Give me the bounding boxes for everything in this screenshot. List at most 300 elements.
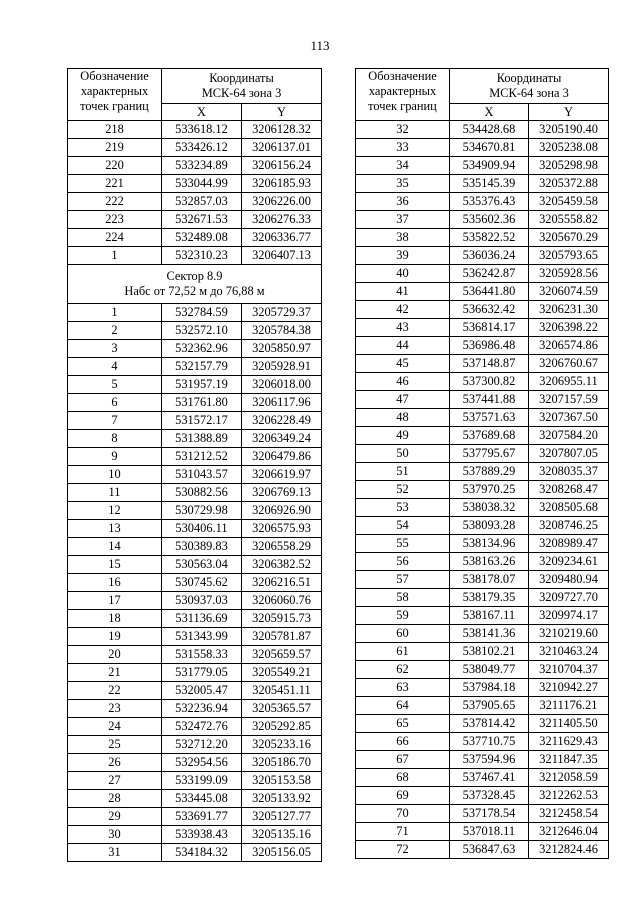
x-coordinate-cell: 537178.54 <box>450 805 529 823</box>
point-id-cell: 42 <box>356 301 450 319</box>
x-coordinate-cell: 535376.43 <box>450 193 529 211</box>
table-row <box>356 445 609 463</box>
y-coordinate-cell: 3212262.53 <box>529 787 609 805</box>
x-coordinate-cell: 537814.42 <box>450 715 529 733</box>
table-row <box>356 193 609 211</box>
x-coordinate-cell: 532671.53 <box>162 211 242 229</box>
x-coordinate-cell: 532712.20 <box>162 736 242 754</box>
table-row <box>356 301 609 319</box>
y-coordinate-cell: 3207584.20 <box>529 427 609 445</box>
point-id-cell: 5 <box>68 376 162 394</box>
table-row <box>356 769 609 787</box>
y-coordinate-cell: 3205298.98 <box>529 157 609 175</box>
y-coordinate-cell: 3205670.29 <box>529 229 609 247</box>
point-id-cell: 8 <box>68 430 162 448</box>
x-coordinate-cell: 538102.21 <box>450 643 529 661</box>
y-coordinate-cell: 3205133.92 <box>242 790 322 808</box>
x-coordinate-cell: 537889.29 <box>450 463 529 481</box>
point-id-cell: 27 <box>68 772 162 790</box>
table-row <box>68 790 322 808</box>
table-row <box>68 448 322 466</box>
table-row <box>356 337 609 355</box>
x-coordinate-cell: 530729.98 <box>162 502 242 520</box>
point-id-cell: 20 <box>68 646 162 664</box>
y-coordinate-cell: 3206349.24 <box>242 430 322 448</box>
point-id-cell: 41 <box>356 283 450 301</box>
table-row <box>356 823 609 841</box>
y-coordinate-cell: 3206128.32 <box>242 121 322 139</box>
x-coordinate-cell: 536814.17 <box>450 319 529 337</box>
table-row <box>68 538 322 556</box>
point-id-cell: 40 <box>356 265 450 283</box>
y-coordinate-cell: 3209727.70 <box>529 589 609 607</box>
header-coordinates-title: Координаты <box>496 70 562 85</box>
table-row <box>356 625 609 643</box>
table-row <box>356 697 609 715</box>
y-coordinate-cell: 3206216.51 <box>242 574 322 592</box>
point-id-cell: 43 <box>356 319 450 337</box>
y-coordinate-cell: 3206479.86 <box>242 448 322 466</box>
table-row <box>356 715 609 733</box>
y-coordinate-cell: 3205781.87 <box>242 628 322 646</box>
table-row <box>68 610 322 628</box>
x-coordinate-cell: 538038.32 <box>450 499 529 517</box>
table-row <box>356 643 609 661</box>
y-coordinate-cell: 3206336.77 <box>242 229 322 247</box>
table-row <box>68 247 322 265</box>
point-id-cell: 50 <box>356 445 450 463</box>
x-coordinate-cell: 533044.99 <box>162 175 242 193</box>
sector-title: Сектор 8.9 <box>166 269 223 283</box>
header-y: Y <box>529 103 609 120</box>
x-coordinate-cell: 538141.36 <box>450 625 529 643</box>
table-row <box>68 121 322 139</box>
x-coordinate-cell: 532005.47 <box>162 682 242 700</box>
y-coordinate-cell: 3212458.54 <box>529 805 609 823</box>
y-coordinate-cell: 3205127.77 <box>242 808 322 826</box>
table-row <box>68 229 322 247</box>
x-coordinate-cell: 533445.08 <box>162 790 242 808</box>
point-id-cell: 66 <box>356 733 450 751</box>
x-coordinate-cell: 530406.11 <box>162 520 242 538</box>
y-coordinate-cell: 3211176.21 <box>529 697 609 715</box>
x-coordinate-cell: 532489.08 <box>162 229 242 247</box>
y-coordinate-cell: 3205729.37 <box>242 304 322 322</box>
point-id-cell: 14 <box>68 538 162 556</box>
x-coordinate-cell: 532857.03 <box>162 193 242 211</box>
point-id-cell: 22 <box>68 682 162 700</box>
y-coordinate-cell: 3212058.59 <box>529 769 609 787</box>
x-coordinate-cell: 531558.33 <box>162 646 242 664</box>
y-coordinate-cell: 3206398.22 <box>529 319 609 337</box>
header-coordinates-title: Координаты <box>209 70 274 85</box>
point-id-cell: 13 <box>68 520 162 538</box>
header-x: X <box>162 103 242 120</box>
y-coordinate-cell: 3205558.82 <box>529 211 609 229</box>
y-coordinate-cell: 3205135.16 <box>242 826 322 844</box>
x-coordinate-cell: 534184.32 <box>162 844 242 862</box>
table-row <box>68 718 322 736</box>
y-coordinate-cell: 3206769.13 <box>242 484 322 502</box>
point-id-cell: 4 <box>68 358 162 376</box>
point-id-cell: 223 <box>68 211 162 229</box>
point-id-cell: 1 <box>68 247 162 265</box>
x-coordinate-cell: 538134.96 <box>450 535 529 553</box>
y-coordinate-cell: 3206955.11 <box>529 373 609 391</box>
point-id-cell: 58 <box>356 589 450 607</box>
y-coordinate-cell: 3206926.90 <box>242 502 322 520</box>
y-coordinate-cell: 3205451.11 <box>242 682 322 700</box>
table-row <box>68 646 322 664</box>
point-id-cell: 39 <box>356 247 450 265</box>
y-coordinate-cell: 3205365.57 <box>242 700 322 718</box>
table-row <box>356 661 609 679</box>
point-id-cell: 30 <box>68 826 162 844</box>
header-label-line-1: Обозначение <box>368 69 437 83</box>
table-row <box>68 412 322 430</box>
point-id-cell: 32 <box>356 121 450 139</box>
y-coordinate-cell: 3205372.88 <box>529 175 609 193</box>
table-row <box>68 175 322 193</box>
y-coordinate-cell: 3205292.85 <box>242 718 322 736</box>
point-id-cell: 17 <box>68 592 162 610</box>
y-coordinate-cell: 3206558.29 <box>242 538 322 556</box>
x-coordinate-cell: 537689.68 <box>450 427 529 445</box>
table-row <box>356 373 609 391</box>
point-id-cell: 221 <box>68 175 162 193</box>
point-id-cell: 10 <box>68 466 162 484</box>
y-coordinate-cell: 3205793.65 <box>529 247 609 265</box>
table-row <box>68 754 322 772</box>
y-coordinate-cell: 3208989.47 <box>529 535 609 553</box>
x-coordinate-cell: 538167.11 <box>450 607 529 625</box>
table-row <box>68 322 322 340</box>
point-id-cell: 61 <box>356 643 450 661</box>
table-row <box>68 664 322 682</box>
x-coordinate-cell: 535602.36 <box>450 211 529 229</box>
point-id-cell: 18 <box>68 610 162 628</box>
point-id-cell: 48 <box>356 409 450 427</box>
header-label-line-2: характерных <box>80 84 149 98</box>
x-coordinate-cell: 537970.25 <box>450 481 529 499</box>
y-coordinate-cell: 3206117.96 <box>242 394 322 412</box>
point-id-cell: 222 <box>68 193 162 211</box>
header-x: X <box>450 103 529 120</box>
x-coordinate-cell: 534909.94 <box>450 157 529 175</box>
point-id-cell: 55 <box>356 535 450 553</box>
y-coordinate-cell: 3209974.17 <box>529 607 609 625</box>
y-coordinate-cell: 3210219.60 <box>529 625 609 643</box>
point-id-cell: 44 <box>356 337 450 355</box>
table-row <box>356 607 609 625</box>
point-id-cell: 60 <box>356 625 450 643</box>
point-id-cell: 31 <box>68 844 162 862</box>
table-row <box>356 157 609 175</box>
table-row <box>68 376 322 394</box>
point-id-cell: 28 <box>68 790 162 808</box>
y-coordinate-cell: 3211847.35 <box>529 751 609 769</box>
y-coordinate-cell: 3212646.04 <box>529 823 609 841</box>
table-row <box>356 589 609 607</box>
table-row <box>356 139 609 157</box>
x-coordinate-cell: 536847.63 <box>450 841 529 859</box>
point-id-cell: 3 <box>68 340 162 358</box>
table-row <box>68 682 322 700</box>
x-coordinate-cell: 531761.80 <box>162 394 242 412</box>
point-id-cell: 23 <box>68 700 162 718</box>
y-coordinate-cell: 3205915.73 <box>242 610 322 628</box>
point-id-cell: 26 <box>68 754 162 772</box>
x-coordinate-cell: 537328.45 <box>450 787 529 805</box>
point-id-cell: 7 <box>68 412 162 430</box>
header-coordinates <box>162 69 322 104</box>
point-id-cell: 38 <box>356 229 450 247</box>
table-row <box>356 319 609 337</box>
point-id-cell: 46 <box>356 373 450 391</box>
y-coordinate-cell: 3206156.24 <box>242 157 322 175</box>
table-row <box>68 808 322 826</box>
table-row <box>356 121 609 139</box>
table-row <box>68 628 322 646</box>
table-row <box>356 787 609 805</box>
y-coordinate-cell: 3211629.43 <box>529 733 609 751</box>
coordinates-table-right <box>355 68 609 859</box>
table-row <box>68 394 322 412</box>
left-rows-before-sector <box>68 121 322 265</box>
x-coordinate-cell: 531136.69 <box>162 610 242 628</box>
y-coordinate-cell: 3211405.50 <box>529 715 609 733</box>
table-row <box>68 211 322 229</box>
table-row <box>356 553 609 571</box>
x-coordinate-cell: 534428.68 <box>450 121 529 139</box>
y-coordinate-cell: 3212824.46 <box>529 841 609 859</box>
point-id-cell: 36 <box>356 193 450 211</box>
table-row <box>356 409 609 427</box>
header-point-label <box>68 69 162 121</box>
table-row <box>356 283 609 301</box>
x-coordinate-cell: 530882.56 <box>162 484 242 502</box>
point-id-cell: 25 <box>68 736 162 754</box>
x-coordinate-cell: 537594.96 <box>450 751 529 769</box>
table-row <box>356 229 609 247</box>
point-id-cell: 57 <box>356 571 450 589</box>
y-coordinate-cell: 3209234.61 <box>529 553 609 571</box>
point-id-cell: 1 <box>68 304 162 322</box>
point-id-cell: 59 <box>356 607 450 625</box>
table-row <box>68 592 322 610</box>
table-row <box>356 517 609 535</box>
x-coordinate-cell: 533234.89 <box>162 157 242 175</box>
point-id-cell: 34 <box>356 157 450 175</box>
point-id-cell: 69 <box>356 787 450 805</box>
y-coordinate-cell: 3205190.40 <box>529 121 609 139</box>
table-row <box>68 304 322 322</box>
x-coordinate-cell: 533426.12 <box>162 139 242 157</box>
x-coordinate-cell: 532310.23 <box>162 247 242 265</box>
point-id-cell: 62 <box>356 661 450 679</box>
header-coordinates <box>450 69 609 104</box>
point-id-cell: 15 <box>68 556 162 574</box>
header-y: Y <box>242 103 322 120</box>
y-coordinate-cell: 3205784.38 <box>242 322 322 340</box>
y-coordinate-cell: 3207367.50 <box>529 409 609 427</box>
point-id-cell: 72 <box>356 841 450 859</box>
y-coordinate-cell: 3208268.47 <box>529 481 609 499</box>
table-row <box>356 481 609 499</box>
y-coordinate-cell: 3206074.59 <box>529 283 609 301</box>
x-coordinate-cell: 530389.83 <box>162 538 242 556</box>
point-id-cell: 68 <box>356 769 450 787</box>
x-coordinate-cell: 536242.87 <box>450 265 529 283</box>
table-row <box>356 571 609 589</box>
header-label-line-3: точек границ <box>80 99 149 113</box>
x-coordinate-cell: 530563.04 <box>162 556 242 574</box>
table-row <box>356 355 609 373</box>
x-coordinate-cell: 531388.89 <box>162 430 242 448</box>
y-coordinate-cell: 3205928.91 <box>242 358 322 376</box>
point-id-cell: 70 <box>356 805 450 823</box>
x-coordinate-cell: 532362.96 <box>162 340 242 358</box>
table-row <box>68 826 322 844</box>
x-coordinate-cell: 536632.42 <box>450 301 529 319</box>
x-coordinate-cell: 532472.76 <box>162 718 242 736</box>
x-coordinate-cell: 532954.56 <box>162 754 242 772</box>
x-coordinate-cell: 533691.77 <box>162 808 242 826</box>
x-coordinate-cell: 537467.41 <box>450 769 529 787</box>
table-row <box>356 175 609 193</box>
x-coordinate-cell: 537984.18 <box>450 679 529 697</box>
point-id-cell: 19 <box>68 628 162 646</box>
y-coordinate-cell: 3207807.05 <box>529 445 609 463</box>
x-coordinate-cell: 533618.12 <box>162 121 242 139</box>
x-coordinate-cell: 532572.10 <box>162 322 242 340</box>
table-row <box>68 358 322 376</box>
point-id-cell: 45 <box>356 355 450 373</box>
point-id-cell: 16 <box>68 574 162 592</box>
x-coordinate-cell: 532236.94 <box>162 700 242 718</box>
table-row <box>356 679 609 697</box>
y-coordinate-cell: 3205549.21 <box>242 664 322 682</box>
x-coordinate-cell: 538163.26 <box>450 553 529 571</box>
x-coordinate-cell: 538093.28 <box>450 517 529 535</box>
x-coordinate-cell: 538179.35 <box>450 589 529 607</box>
coordinates-table-left <box>67 68 322 862</box>
y-coordinate-cell: 3208505.68 <box>529 499 609 517</box>
y-coordinate-cell: 3206185.93 <box>242 175 322 193</box>
point-id-cell: 224 <box>68 229 162 247</box>
y-coordinate-cell: 3206228.49 <box>242 412 322 430</box>
left-rows-after-sector <box>68 304 322 862</box>
point-id-cell: 71 <box>356 823 450 841</box>
x-coordinate-cell: 535822.52 <box>450 229 529 247</box>
point-id-cell: 47 <box>356 391 450 409</box>
y-coordinate-cell: 3205156.05 <box>242 844 322 862</box>
x-coordinate-cell: 536986.48 <box>450 337 529 355</box>
x-coordinate-cell: 533938.43 <box>162 826 242 844</box>
y-coordinate-cell: 3205233.16 <box>242 736 322 754</box>
point-id-cell: 37 <box>356 211 450 229</box>
y-coordinate-cell: 3206760.67 <box>529 355 609 373</box>
y-coordinate-cell: 3206060.76 <box>242 592 322 610</box>
table-row <box>68 502 322 520</box>
x-coordinate-cell: 537571.63 <box>450 409 529 427</box>
point-id-cell: 64 <box>356 697 450 715</box>
x-coordinate-cell: 530937.03 <box>162 592 242 610</box>
header-point-label <box>356 69 450 121</box>
table-row <box>356 463 609 481</box>
x-coordinate-cell: 537905.65 <box>450 697 529 715</box>
point-id-cell: 35 <box>356 175 450 193</box>
point-id-cell: 49 <box>356 427 450 445</box>
table-row <box>68 157 322 175</box>
table-row <box>356 535 609 553</box>
table-row <box>68 556 322 574</box>
y-coordinate-cell: 3210463.24 <box>529 643 609 661</box>
point-id-cell: 29 <box>68 808 162 826</box>
point-id-cell: 67 <box>356 751 450 769</box>
x-coordinate-cell: 538049.77 <box>450 661 529 679</box>
table-row <box>356 751 609 769</box>
x-coordinate-cell: 537441.88 <box>450 391 529 409</box>
y-coordinate-cell: 3206407.13 <box>242 247 322 265</box>
x-coordinate-cell: 534670.81 <box>450 139 529 157</box>
x-coordinate-cell: 536036.24 <box>450 247 529 265</box>
table-row <box>356 391 609 409</box>
table-row <box>68 574 322 592</box>
header-coordinates-system: МСК-64 зона 3 <box>489 85 569 100</box>
x-coordinate-cell: 537148.87 <box>450 355 529 373</box>
x-coordinate-cell: 537710.75 <box>450 733 529 751</box>
y-coordinate-cell: 3208746.25 <box>529 517 609 535</box>
table-row <box>68 772 322 790</box>
y-coordinate-cell: 3208035.37 <box>529 463 609 481</box>
x-coordinate-cell: 535145.39 <box>450 175 529 193</box>
x-coordinate-cell: 537018.11 <box>450 823 529 841</box>
table-row <box>68 844 322 862</box>
y-coordinate-cell: 3205153.58 <box>242 772 322 790</box>
y-coordinate-cell: 3205186.70 <box>242 754 322 772</box>
x-coordinate-cell: 531212.52 <box>162 448 242 466</box>
point-id-cell: 220 <box>68 157 162 175</box>
sector-cell <box>68 265 322 304</box>
y-coordinate-cell: 3209480.94 <box>529 571 609 589</box>
point-id-cell: 218 <box>68 121 162 139</box>
point-id-cell: 51 <box>356 463 450 481</box>
y-coordinate-cell: 3210704.37 <box>529 661 609 679</box>
point-id-cell: 53 <box>356 499 450 517</box>
point-id-cell: 12 <box>68 502 162 520</box>
x-coordinate-cell: 531043.57 <box>162 466 242 484</box>
x-coordinate-cell: 531343.99 <box>162 628 242 646</box>
y-coordinate-cell: 3205238.08 <box>529 139 609 157</box>
y-coordinate-cell: 3206226.00 <box>242 193 322 211</box>
y-coordinate-cell: 3207157.59 <box>529 391 609 409</box>
y-coordinate-cell: 3205850.97 <box>242 340 322 358</box>
table-row <box>68 484 322 502</box>
table-row <box>68 736 322 754</box>
point-id-cell: 21 <box>68 664 162 682</box>
table-row <box>68 700 322 718</box>
table-row <box>68 139 322 157</box>
x-coordinate-cell: 530745.62 <box>162 574 242 592</box>
point-id-cell: 65 <box>356 715 450 733</box>
table-row <box>356 211 609 229</box>
y-coordinate-cell: 3206231.30 <box>529 301 609 319</box>
x-coordinate-cell: 538178.07 <box>450 571 529 589</box>
point-id-cell: 33 <box>356 139 450 157</box>
y-coordinate-cell: 3206018.00 <box>242 376 322 394</box>
x-coordinate-cell: 532157.79 <box>162 358 242 376</box>
